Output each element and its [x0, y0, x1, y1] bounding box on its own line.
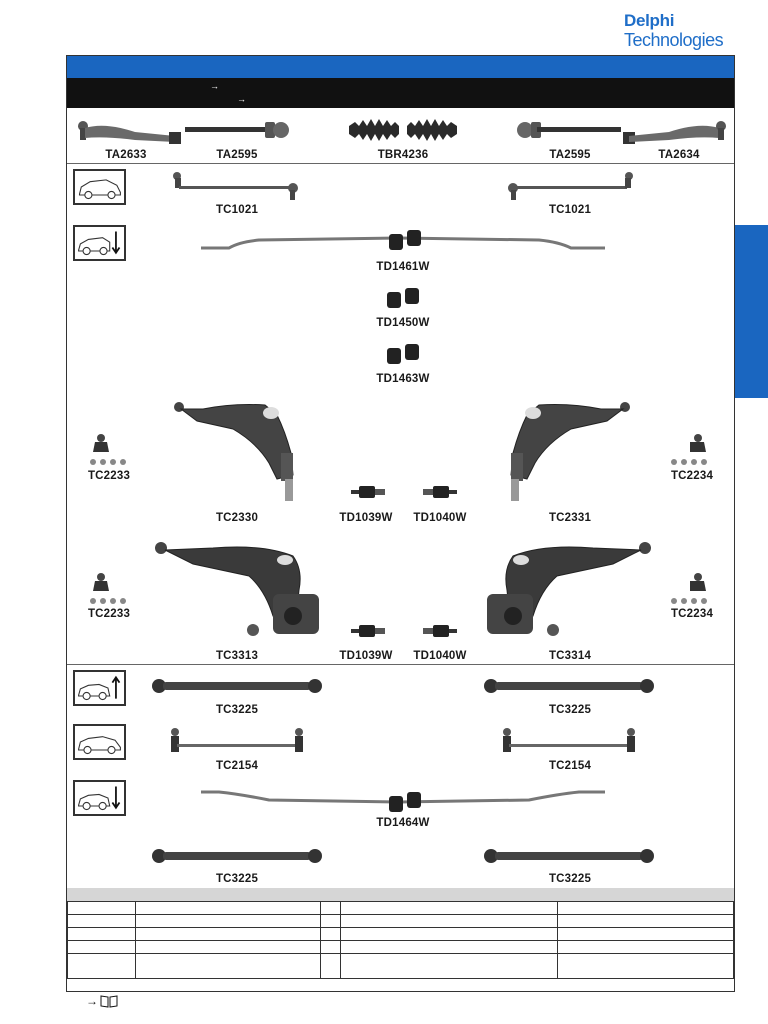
front-car-icon [73, 169, 126, 205]
footnote-arrow: → [86, 994, 98, 1008]
table-header-band [67, 888, 734, 901]
header-arrow-2: → [237, 94, 246, 104]
divider-rear [67, 664, 734, 665]
steering-boot-kit-image [349, 116, 457, 144]
axial-joint-left-image [185, 120, 289, 140]
front-car-down-arrow-icon [73, 225, 126, 261]
part-label-tc3225-a: TC3225 [215, 704, 259, 716]
part-label-tc3225-c: TC3225 [215, 873, 259, 885]
part-label-td1040w-b: TD1040W [413, 650, 467, 662]
footnote [86, 994, 118, 1008]
part-label-tc3313: TC3313 [215, 650, 259, 662]
part-label-tc2234-b: TC2234 [670, 608, 714, 620]
part-label-td1461w: TD1461W [376, 261, 430, 273]
brand-tagline: Technologies [624, 30, 724, 50]
part-label-ta2595-right: TA2595 [549, 149, 591, 161]
part-label-ta2633: TA2633 [105, 149, 147, 161]
ball-joint-tc2234-a-image [668, 432, 712, 468]
divider-steering [67, 163, 734, 164]
tie-rod-end-right-image [623, 114, 729, 150]
part-label-tc2234-a: TC2234 [670, 470, 714, 482]
bush-td1463w-image [387, 342, 421, 366]
part-label-td1039w-a: TD1039W [339, 512, 393, 524]
rear-car-icon [73, 724, 126, 760]
bush-td1450w-image [387, 286, 421, 310]
ball-joint-tc2233-b-image [87, 571, 131, 607]
bush-td1040w-a-image [423, 484, 457, 500]
part-label-tc2154-right: TC2154 [548, 760, 592, 772]
part-label-tbr4236: TBR4236 [377, 149, 429, 161]
bush-td1039w-b-image [351, 623, 385, 639]
part-label-td1039w-b: TD1039W [339, 650, 393, 662]
part-label-tc3314: TC3314 [548, 650, 592, 662]
part-label-td1463w: TD1463W [376, 373, 430, 385]
rear-link-tc2154-right-image [499, 726, 639, 758]
part-label-tc2154-left: TC2154 [215, 760, 259, 772]
part-label-tc2331: TC2331 [548, 512, 592, 524]
part-label-tc2330: TC2330 [215, 512, 259, 524]
part-label-td1040w-a: TD1040W [413, 512, 467, 524]
part-label-ta2634: TA2634 [658, 149, 700, 161]
rear-arm-tc3225-d-image [483, 846, 655, 866]
part-label-tc1021-right: TC1021 [548, 204, 592, 216]
control-arm-tc3314-image [485, 540, 653, 640]
brand-logo [624, 12, 734, 50]
ball-joint-tc2234-b-image [668, 571, 712, 607]
table-row [68, 915, 734, 928]
part-label-td1450w: TD1450W [376, 317, 430, 329]
tie-rod-end-left-image [75, 114, 181, 150]
part-label-tc1021-left: TC1021 [215, 204, 259, 216]
book-icon [100, 995, 118, 1008]
rear-arm-tc3225-c-image [151, 846, 323, 866]
table-row [68, 954, 734, 979]
part-label-tc2233-b: TC2233 [87, 608, 131, 620]
application-table [67, 901, 734, 979]
rear-car-up-arrow-icon [73, 670, 126, 706]
part-label-tc2233-a: TC2233 [87, 470, 131, 482]
axial-joint-right-image [517, 120, 621, 140]
rear-anti-roll-bar-image [199, 784, 607, 818]
ball-joint-tc2233-a-image [87, 432, 131, 468]
table-row [68, 941, 734, 954]
control-arm-tc2330-image [173, 401, 299, 505]
rear-car-down-arrow-icon [73, 780, 126, 816]
rear-arm-tc3225-a-image [151, 676, 323, 696]
brand-name: Delphi [624, 11, 675, 30]
section-tab [735, 225, 768, 398]
parts-catalog-page [66, 55, 735, 992]
part-label-tc3225-d: TC3225 [548, 873, 592, 885]
control-arm-tc2331-image [505, 401, 631, 505]
header-blue-bar [67, 56, 734, 78]
part-label-td1464w: TD1464W [376, 817, 430, 829]
stabiliser-link-left-image [171, 170, 301, 200]
control-arm-tc3313-image [153, 540, 321, 640]
header-arrow-1: → [210, 81, 219, 91]
part-label-ta2595-left: TA2595 [216, 149, 258, 161]
rear-link-tc2154-left-image [167, 726, 307, 758]
stabiliser-link-right-image [505, 170, 635, 200]
table-row [68, 928, 734, 941]
bush-td1040w-b-image [423, 623, 457, 639]
header-black-bar [67, 78, 734, 108]
part-label-tc3225-b: TC3225 [548, 704, 592, 716]
table-row [68, 902, 734, 915]
bush-td1039w-a-image [351, 484, 385, 500]
rear-arm-tc3225-b-image [483, 676, 655, 696]
front-anti-roll-bar-image [199, 228, 607, 262]
